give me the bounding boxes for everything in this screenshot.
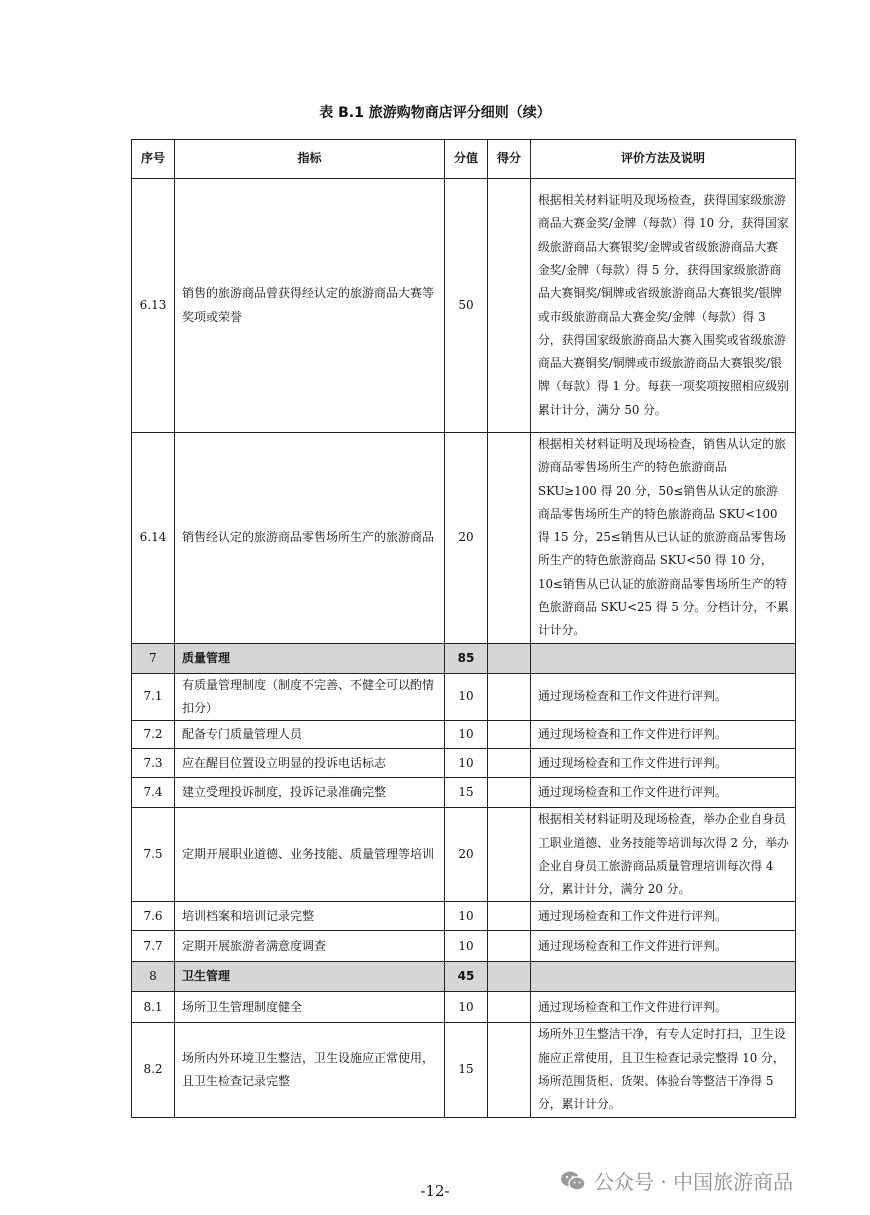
cell-score: 10 xyxy=(445,749,488,778)
table-row xyxy=(132,902,796,931)
cell-no: 7.1 xyxy=(132,673,175,721)
table-row xyxy=(132,992,796,1023)
table-row xyxy=(132,721,796,749)
cell-method: 根据相关材料证明及现场检查，获得国家级旅游商品大赛金奖/金牌（每款）得 10 分，获得国家级旅游商品大赛银奖/金牌或省级旅游商品大赛金奖/金牌（每款）得 5 分，获得国家级旅游商品大赛铜奖/铜牌或省级旅游商品大赛银奖/银牌或市级旅游商品大赛金奖/金牌（每款）得 3 分，获得国家级旅游商品大赛入围奖或省级旅游商品大赛铜奖/铜牌或市级旅游商品大赛银奖/银牌（每款）得 1 分。每获一项奖项按照相应级别累计计分，满分 50 分。 xyxy=(531,179,796,433)
cell-indicator: 销售经认定的旅游商品零售场所生产的旅游商品 xyxy=(175,433,445,644)
cell-no: 7.6 xyxy=(132,902,175,931)
cell-indicator: 建立受理投诉制度，投诉记录准确完整 xyxy=(175,778,445,808)
cell-score: 15 xyxy=(445,778,488,808)
cell-method: 通过现场检查和工作文件进行评判。 xyxy=(531,778,796,808)
scoring-table xyxy=(131,139,796,1118)
cell-score: 20 xyxy=(445,808,488,902)
table-body xyxy=(132,179,796,1118)
cell-no: 7.3 xyxy=(132,749,175,778)
section-row xyxy=(132,643,796,673)
cell-score: 85 xyxy=(445,643,488,673)
table-row xyxy=(132,749,796,778)
cell-score: 10 xyxy=(445,721,488,749)
wechat-icon xyxy=(560,1170,586,1192)
cell-no: 7.7 xyxy=(132,931,175,962)
cell-indicator: 应在醒目位置设立明显的投诉电话标志 xyxy=(175,749,445,778)
cell-got xyxy=(488,902,531,931)
cell-got xyxy=(488,179,531,433)
cell-score: 10 xyxy=(445,673,488,721)
cell-got xyxy=(488,433,531,644)
table-header-row xyxy=(132,140,796,179)
cell-got xyxy=(488,808,531,902)
cell-method: 通过现场检查和工作文件进行评判。 xyxy=(531,931,796,962)
cell-method: 根据相关材料证明及现场检查，销售从认定的旅游商品零售场所生产的特色旅游商品 SKU≥100 得 20 分，50≤销售从认定的旅游商品零售场所生产的特色旅游商品 SKU<100 得 15 分，25≤销售从已认证的旅游商品零售场所生产的特色旅游商品 SKU<50 得 10 分，10≤销售从已认证的旅游商品零售场所生产的特色旅游商品 SKU<25 得 5 分。分档计分，不累计计分。 xyxy=(531,433,796,644)
header-method: 评价方法及说明 xyxy=(531,140,796,179)
cell-got xyxy=(488,721,531,749)
cell-no: 8.1 xyxy=(132,992,175,1023)
cell-got xyxy=(488,962,531,992)
cell-no: 7.5 xyxy=(132,808,175,902)
cell-no: 8.2 xyxy=(132,1023,175,1117)
cell-indicator: 定期开展职业道德、业务技能、质量管理等培训 xyxy=(175,808,445,902)
cell-method: 通过现场检查和工作文件进行评判。 xyxy=(531,749,796,778)
cell-score: 15 xyxy=(445,1023,488,1117)
cell-got xyxy=(488,992,531,1023)
cell-method: 场所外卫生整洁干净，有专人定时打扫，卫生设施应正常使用，且卫生检查记录完整得 10 分，场所范围货柜、货架、体验台等整洁干净得 5 分，累计计分。 xyxy=(531,1023,796,1117)
cell-method: 根据相关材料证明及现场检查，举办企业自身员工职业道德、业务技能等培训每次得 2 分，举办企业自身员工旅游商品质量管理培训每次得 4 分，累计计分，满分 20 分。 xyxy=(531,808,796,902)
table-row xyxy=(132,808,796,902)
cell-score: 10 xyxy=(445,992,488,1023)
cell-got xyxy=(488,643,531,673)
table-row xyxy=(132,778,796,808)
cell-score: 50 xyxy=(445,179,488,433)
watermark-text: 公众号 · 中国旅游商品 xyxy=(594,1170,794,1194)
table-title: 表 B.1 旅游购物商店评分细则（续） xyxy=(319,105,551,121)
cell-got xyxy=(488,673,531,721)
watermark xyxy=(560,1166,793,1195)
table-row xyxy=(132,931,796,962)
cell-score: 45 xyxy=(445,962,488,992)
cell-score: 10 xyxy=(445,931,488,962)
cell-method: 通过现场检查和工作文件进行评判。 xyxy=(531,673,796,721)
cell-got xyxy=(488,931,531,962)
cell-indicator: 有质量管理制度（制度不完善、不健全可以酌情扣分） xyxy=(175,673,445,721)
cell-no: 7 xyxy=(132,643,175,673)
cell-score: 10 xyxy=(445,902,488,931)
header-no: 序号 xyxy=(132,140,175,179)
header-got: 得分 xyxy=(488,140,531,179)
cell-indicator: 培训档案和培训记录完整 xyxy=(175,902,445,931)
cell-no: 6.13 xyxy=(132,179,175,433)
cell-indicator: 质量管理 xyxy=(175,643,445,673)
table-row xyxy=(132,1023,796,1117)
table-row xyxy=(132,179,796,433)
cell-no: 7.2 xyxy=(132,721,175,749)
header-score: 分值 xyxy=(445,140,488,179)
cell-method: 通过现场检查和工作文件进行评判。 xyxy=(531,902,796,931)
cell-indicator: 销售的旅游商品曾获得经认定的旅游商品大赛等奖项或荣誉 xyxy=(175,179,445,433)
cell-method: 通过现场检查和工作文件进行评判。 xyxy=(531,992,796,1023)
cell-no: 7.4 xyxy=(132,778,175,808)
cell-indicator: 定期开展旅游者满意度调查 xyxy=(175,931,445,962)
table-row xyxy=(132,433,796,644)
page-number: -12- xyxy=(420,1182,450,1200)
cell-method xyxy=(531,962,796,992)
header-indicator: 指标 xyxy=(175,140,445,179)
cell-got xyxy=(488,1023,531,1117)
cell-score: 20 xyxy=(445,433,488,644)
cell-method xyxy=(531,643,796,673)
cell-indicator: 卫生管理 xyxy=(175,962,445,992)
cell-indicator: 场所卫生管理制度健全 xyxy=(175,992,445,1023)
cell-method: 通过现场检查和工作文件进行评判。 xyxy=(531,721,796,749)
cell-no: 8 xyxy=(132,962,175,992)
cell-got xyxy=(488,778,531,808)
table-row xyxy=(132,673,796,721)
cell-no: 6.14 xyxy=(132,433,175,644)
section-row xyxy=(132,962,796,992)
cell-got xyxy=(488,749,531,778)
cell-indicator: 配备专门质量管理人员 xyxy=(175,721,445,749)
cell-indicator: 场所内外环境卫生整洁，卫生设施应正常使用，且卫生检查记录完整 xyxy=(175,1023,445,1117)
